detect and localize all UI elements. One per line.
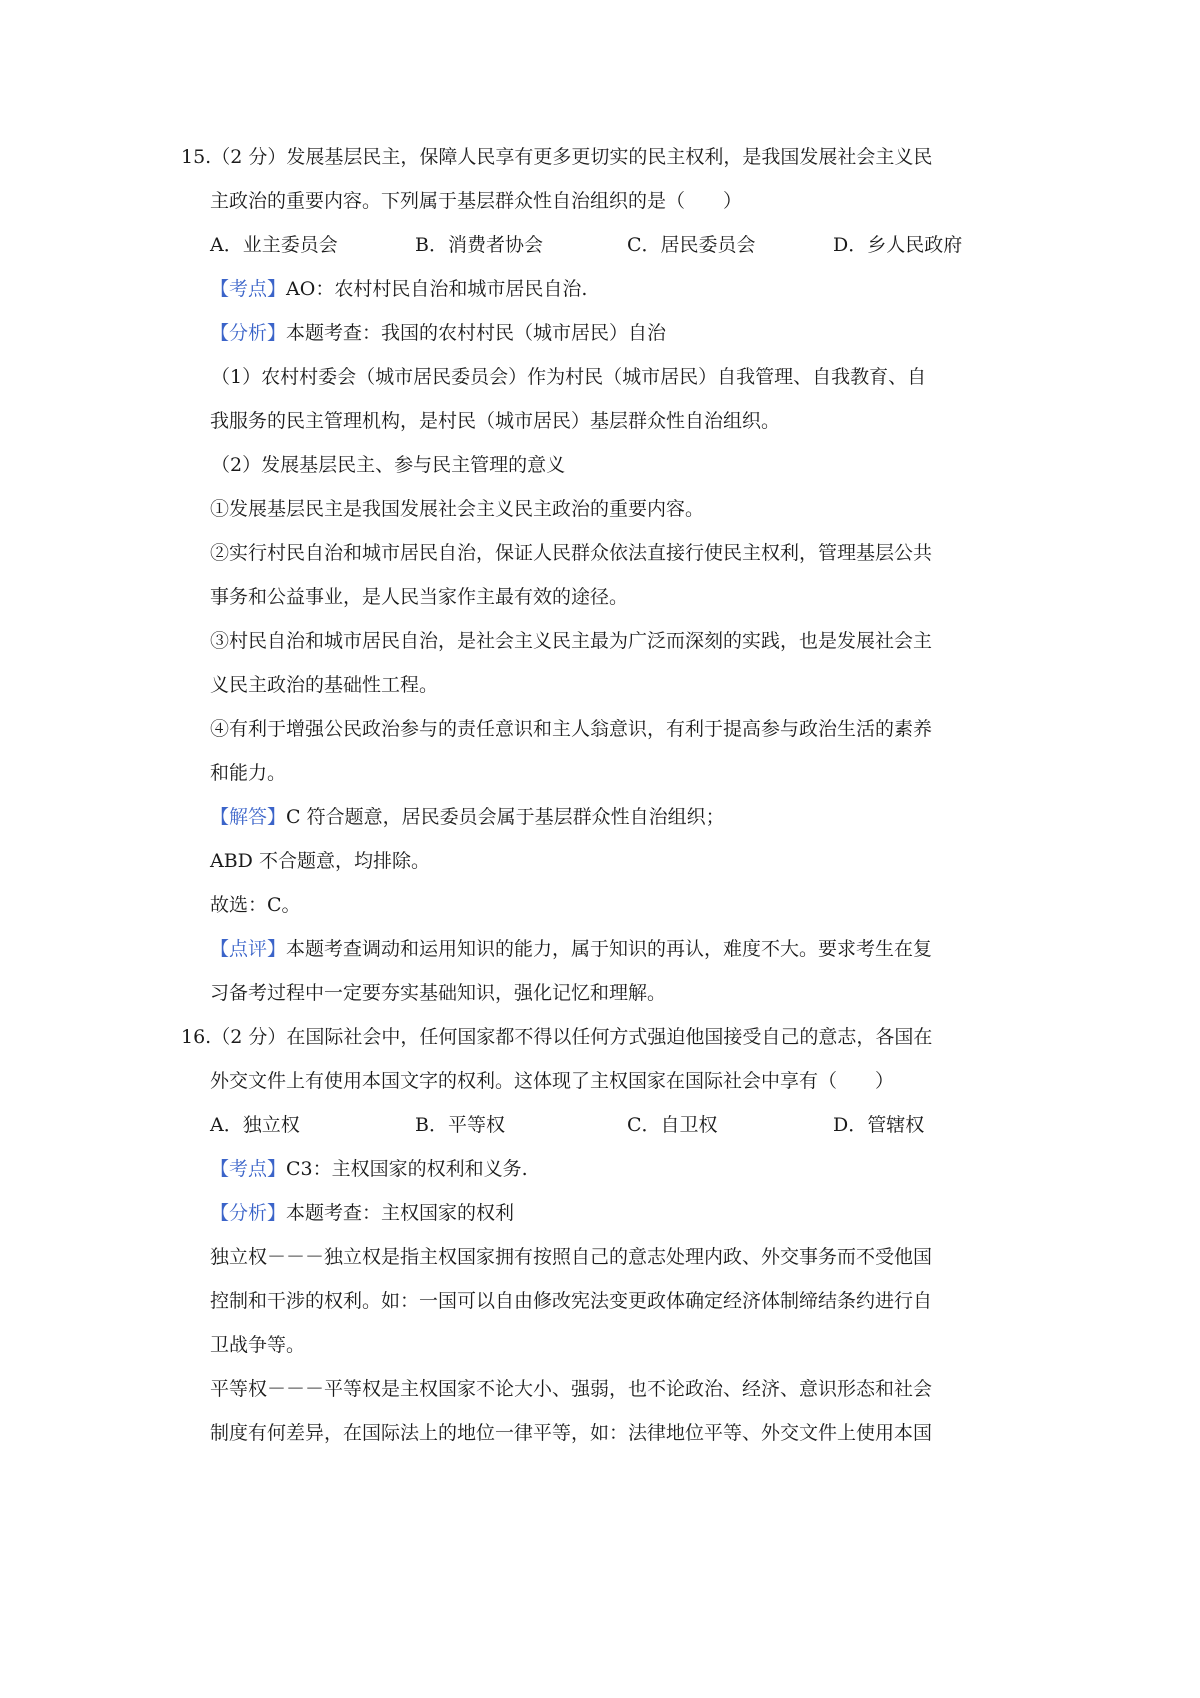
q15-dianping	[210, 934, 932, 964]
q16-option-a: A．独立权	[210, 1114, 300, 1136]
q15-analysis-line-1: （1）农村村委会（城市居民委员会）作为村民（城市居民）自我管理、自我教育、自	[211, 366, 927, 388]
q16-analysis-line-3: 卫战争等。	[210, 1334, 306, 1356]
jieda-tag: 【解答】	[210, 806, 287, 828]
q15-fenxi	[210, 318, 666, 348]
q15-jieda	[210, 802, 725, 832]
q15-option-b: B．消费者协会	[415, 234, 543, 256]
fenxi-text: 本题考查：我国的农村村民（城市居民）自治	[286, 322, 667, 344]
q16-option-c: C．自卫权	[627, 1114, 718, 1136]
q15-answer-line-2: 故选：C。	[210, 894, 301, 916]
fenxi-tag: 【分析】	[210, 1202, 287, 1224]
q16-option-d: D．管辖权	[833, 1114, 925, 1136]
q15-dianping-cont: 习备考过程中一定要夯实基础知识，强化记忆和理解。	[210, 982, 667, 1004]
q16-analysis-line-5: 制度有何差异，在国际法上的地位一律平等，如：法律地位平等、外交文件上使用本国	[210, 1422, 933, 1444]
q16-analysis-line-1: 独立权－－－独立权是指主权国家拥有按照自己的意志处理内政、外交事务而不受他国	[210, 1246, 933, 1268]
q15-option-d: D．乡人民政府	[833, 234, 963, 256]
q16-analysis-line-2: 控制和干涉的权利。如：一国可以自由修改宪法变更政体确定经济体制缔结条约进行自	[210, 1290, 933, 1312]
dianping-text: 本题考查调动和运用知识的能力，属于知识的再认，难度不大。要求考生在复	[286, 938, 933, 960]
q15-stem-line-1: 15.（2 分）发展基层民主，保障人民享有更多更切实的民主权利，是我国发展社会主义民	[181, 146, 933, 168]
q16-option-b: B．平等权	[415, 1114, 505, 1136]
q16-stem-line-1: 16.（2 分）在国际社会中，任何国家都不得以任何方式强迫他国接受自己的意志，各国在	[181, 1026, 933, 1048]
q15-option-a: A．业主委员会	[210, 234, 338, 256]
fenxi-text: 本题考查：主权国家的权利	[286, 1202, 515, 1224]
q15-analysis-line-5: ②实行村民自治和城市居民自治，保证人民群众依法直接行使民主权利，管理基层公共	[210, 542, 933, 564]
q15-analysis-line-2: 我服务的民主管理机构，是村民（城市居民）基层群众性自治组织。	[210, 410, 781, 432]
q15-analysis-line-4: ①发展基层民主是我国发展社会主义民主政治的重要内容。	[210, 498, 705, 520]
q15-analysis-line-7: ③村民自治和城市居民自治，是社会主义民主最为广泛而深刻的实践，也是发展社会主	[210, 630, 933, 652]
fenxi-tag: 【分析】	[210, 322, 287, 344]
kaodian-text: AO：农村村民自治和城市居民自治.	[286, 278, 588, 300]
q15-analysis-line-8: 义民主政治的基础性工程。	[210, 674, 439, 696]
q15-kaodian	[210, 274, 587, 304]
q16-kaodian	[210, 1154, 528, 1184]
q15-answer-line-1: ABD 不合题意，均排除。	[210, 850, 430, 872]
q15-analysis-line-6: 事务和公益事业，是人民当家作主最有效的途径。	[210, 586, 629, 608]
kaodian-text: C3：主权国家的权利和义务.	[286, 1158, 528, 1180]
q15-stem-line-2: 主政治的重要内容。下列属于基层群众性自治组织的是（ ）	[210, 190, 743, 212]
q16-analysis-line-4: 平等权－－－平等权是主权国家不论大小、强弱，也不论政治、经济、意识形态和社会	[210, 1378, 933, 1400]
jieda-text: C 符合题意，居民委员会属于基层群众性自治组织；	[286, 806, 725, 828]
kaodian-tag: 【考点】	[210, 1158, 287, 1180]
q15-analysis-line-10: 和能力。	[210, 762, 287, 784]
q15-analysis-line-3: （2）发展基层民主、参与民主管理的意义	[211, 454, 566, 476]
q16-stem-line-2: 外交文件上有使用本国文字的权利。这体现了主权国家在国际社会中享有（ ）	[210, 1070, 895, 1092]
q15-option-c: C．居民委员会	[627, 234, 756, 256]
dianping-tag: 【点评】	[210, 938, 287, 960]
kaodian-tag: 【考点】	[210, 278, 287, 300]
q16-fenxi	[210, 1198, 514, 1228]
q15-analysis-line-9: ④有利于增强公民政治参与的责任意识和主人翁意识，有利于提高参与政治生活的素养	[210, 718, 933, 740]
